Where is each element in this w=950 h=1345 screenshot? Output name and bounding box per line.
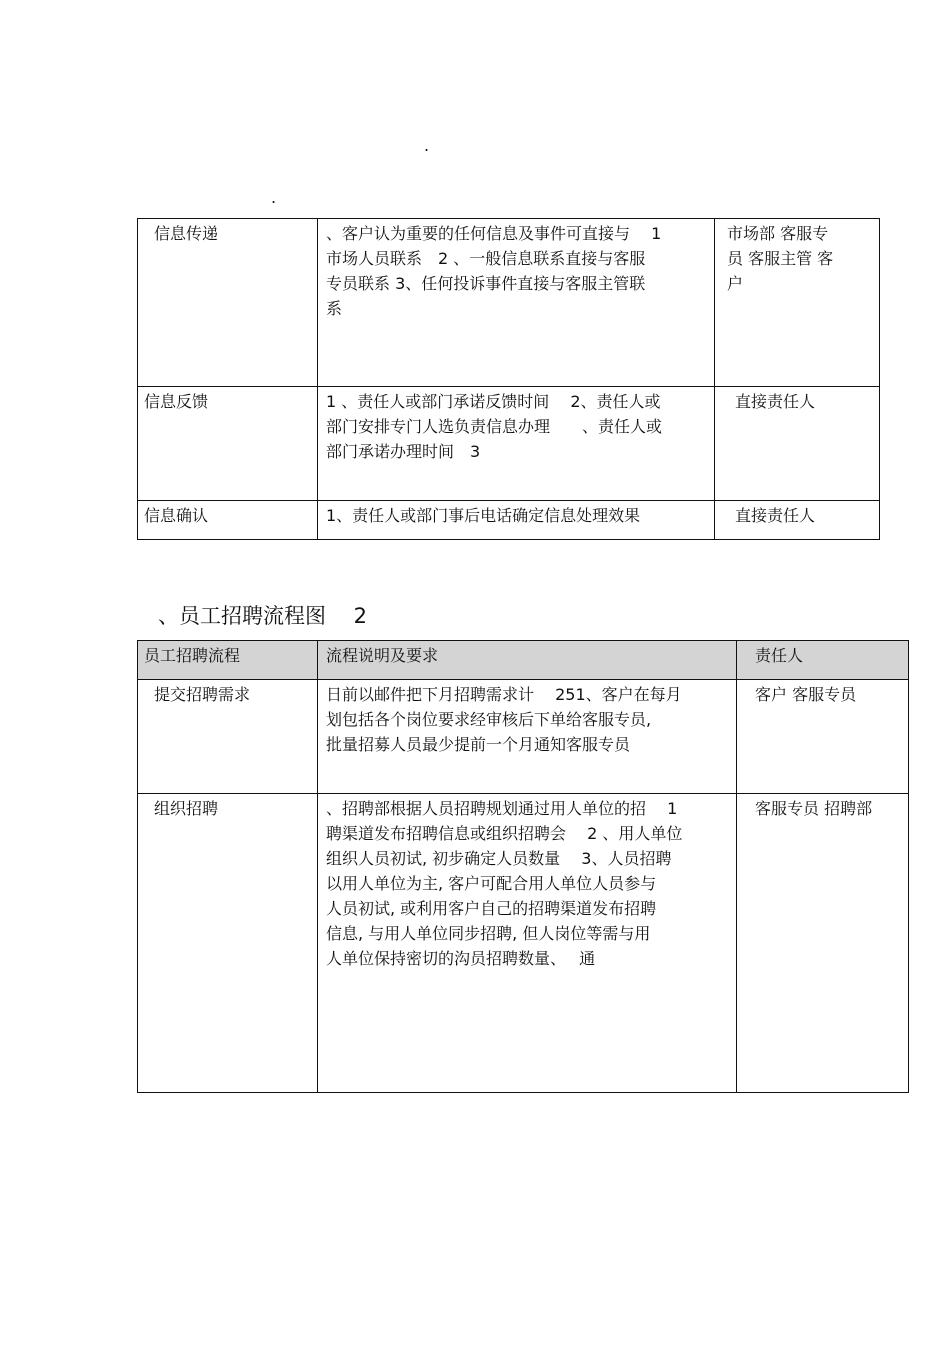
- desc-cell: [318, 794, 737, 1093]
- desc-line: 以用人单位为主, 客户可配合用人单位人员参与: [326, 874, 657, 893]
- desc-line: 专员联系 3、任何投诉事件直接与客服主管联: [326, 274, 646, 293]
- resp-line: 直接责任人: [735, 392, 816, 411]
- desc-cell: [318, 387, 715, 501]
- desc-line: 系: [326, 299, 343, 318]
- desc-line: 部门承诺办理时间 3: [326, 442, 481, 461]
- desc-line: 组织人员初试, 初步确定人员数量 3、人员招聘: [326, 849, 672, 868]
- desc-cell: [318, 501, 715, 540]
- resp-line: 客服专员 招聘部: [755, 799, 873, 818]
- table-row: [138, 219, 880, 387]
- desc-line: 批量招募人员最少提前一个月通知客服专员: [326, 735, 631, 754]
- header-cell: [737, 641, 909, 680]
- desc-line: 1、责任人或部门事后电话确定信息处理效果: [326, 506, 641, 525]
- table-header-row: [138, 641, 909, 680]
- desc-line: 聘渠道发布招聘信息或组织招聘会 2 、用人单位: [326, 824, 683, 843]
- resp-cell: [737, 794, 909, 1093]
- desc-line: 划包括各个岗位要求经审核后下单给客服专员,: [326, 710, 652, 729]
- resp-line: 员 客服主管 客: [727, 249, 834, 268]
- desc-line: 日前以邮件把下月招聘需求计 251、客户在每月: [326, 685, 682, 704]
- section-title: 、员工招聘流程图 2: [158, 604, 368, 628]
- table-row: [138, 794, 909, 1093]
- table-row: [138, 501, 880, 540]
- desc-cell: [318, 219, 715, 387]
- resp-line: 户: [727, 274, 744, 293]
- step-label: 信息传递: [154, 224, 219, 243]
- header-cell: [318, 641, 737, 680]
- desc-line: 、客户认为重要的任何信息及事件可直接与 1: [326, 224, 662, 243]
- resp-cell: [715, 387, 880, 501]
- page-mark-1: .: [424, 136, 430, 155]
- desc-line: 部门安排专门人选负责信息办理 、责任人或: [326, 417, 663, 436]
- desc-line: 人员初试, 或利用客户自己的招聘渠道发布招聘: [326, 899, 657, 918]
- step-cell: [138, 387, 318, 501]
- resp-cell: [737, 680, 909, 794]
- resp-line: 客户 客服专员: [755, 685, 857, 704]
- desc-line: 人单位保持密切的沟员招聘数量、 通: [326, 949, 596, 968]
- resp-line: 直接责任人: [735, 506, 816, 525]
- resp-cell: [715, 501, 880, 540]
- page-mark-2: .: [271, 188, 277, 207]
- desc-cell: [318, 680, 737, 794]
- desc-line: 市场人员联系 2 、一般信息联系直接与客服: [326, 249, 646, 268]
- step-label: 提交招聘需求: [154, 685, 251, 704]
- desc-line: 1 、责任人或部门承诺反馈时间 2、责任人或: [326, 392, 661, 411]
- info-process-table: [137, 218, 880, 540]
- step-label: 信息反馈: [144, 392, 209, 411]
- step-label: 信息确认: [144, 506, 209, 525]
- step-cell: [138, 680, 318, 794]
- header-resp: 责任人: [755, 646, 804, 665]
- step-cell: [138, 501, 318, 540]
- header-step: 员工招聘流程: [144, 646, 241, 665]
- header-cell: [138, 641, 318, 680]
- table-row: [138, 680, 909, 794]
- recruitment-process-table: [137, 640, 909, 1093]
- resp-line: 市场部 客服专: [727, 224, 829, 243]
- desc-line: 、招聘部根据人员招聘规划通过用人单位的招 1: [326, 799, 678, 818]
- resp-cell: [715, 219, 880, 387]
- header-desc: 流程说明及要求: [326, 646, 439, 665]
- step-label: 组织招聘: [154, 799, 219, 818]
- table-row: [138, 387, 880, 501]
- desc-line: 信息, 与用人单位同步招聘, 但人岗位等需与用: [326, 924, 651, 943]
- step-cell: [138, 794, 318, 1093]
- step-cell: [138, 219, 318, 387]
